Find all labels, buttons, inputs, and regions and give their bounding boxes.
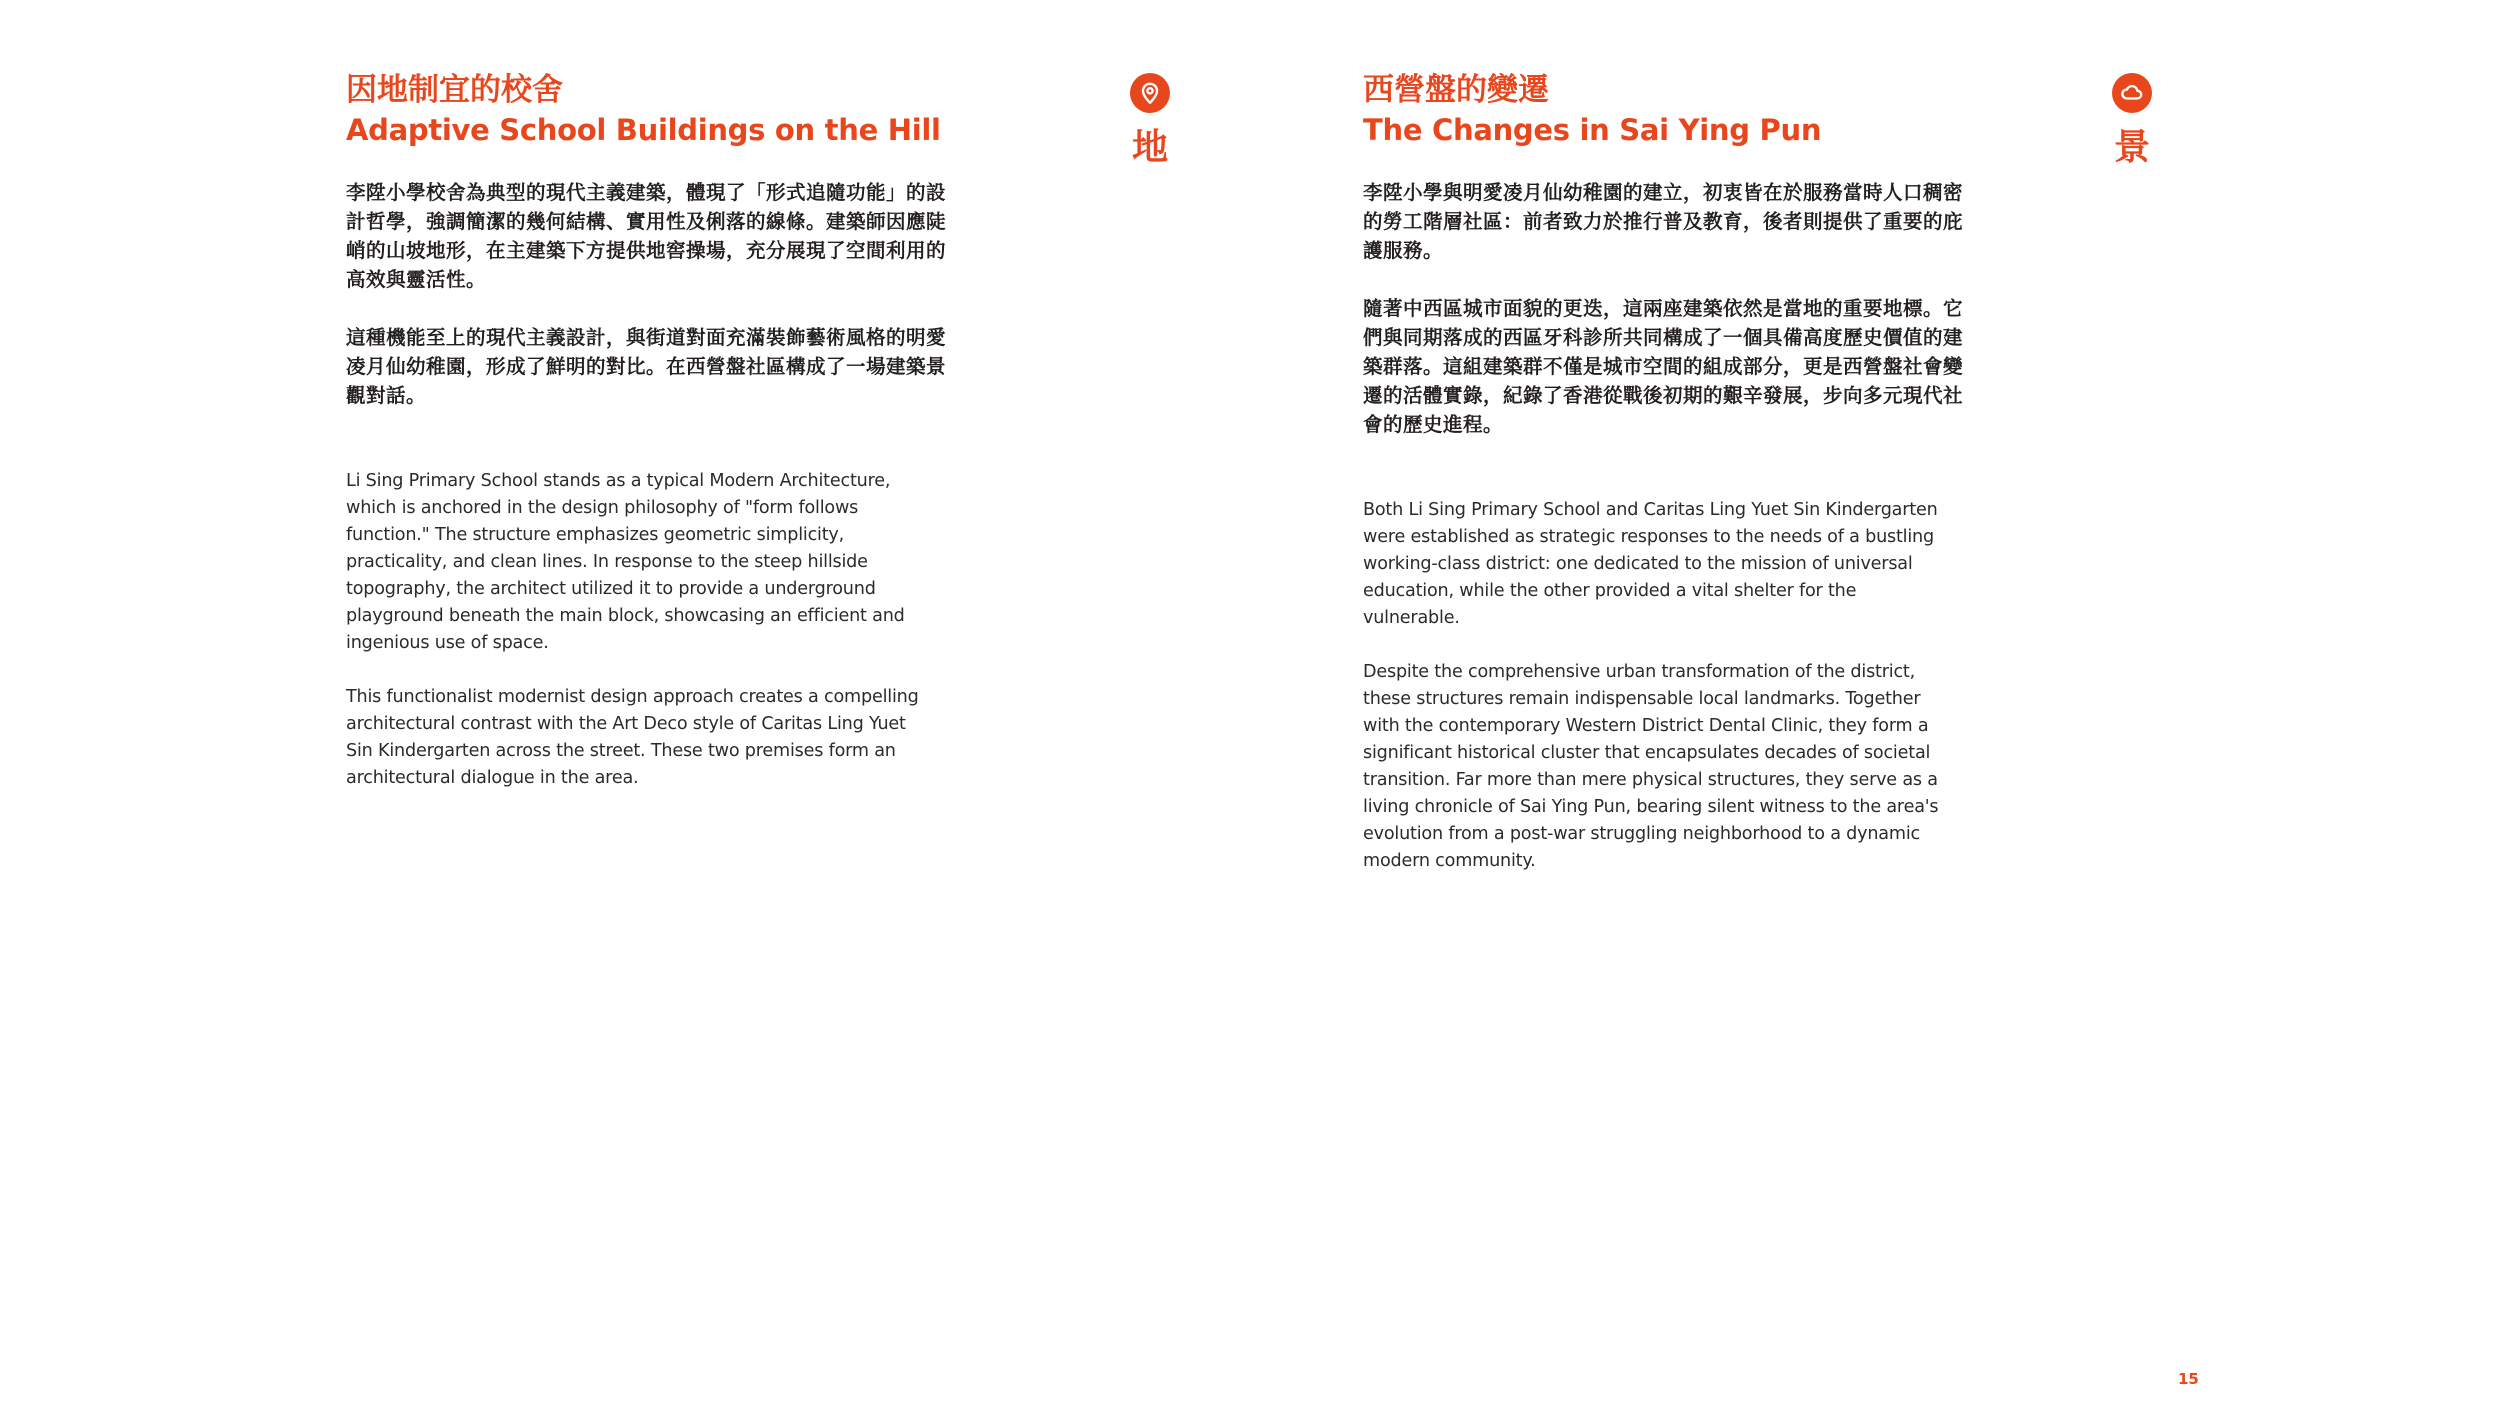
left-paragraph-en-1: Li Sing Primary School stands as a typical Modern Architecture, which is anchored in the design philosophy of "form follows function." The structure emphasizes geometric simplicity, practicality, and clean lines. In response to the steep hillside topography, the architect utilized it to provide a underground playground beneath the main block, showcasing an efficient and ingenious use of space.	[346, 471, 905, 653]
right-english-block	[1363, 497, 1963, 875]
right-title-zh: 西營盤的變遷	[1363, 72, 1549, 108]
left-paragraph-zh-1: 李陞小學校舍為典型的現代主義建築，體現了「形式追隨功能」的設計哲學，強調簡潔的幾何結構、實用性及俐落的線條。建築師因應陡峭的山坡地形，在主建築下方提供地窖操場，充分展現了空間利用的高效與靈活性。	[346, 181, 947, 291]
left-title-en: Adaptive School Buildings on the Hill	[346, 113, 941, 147]
right-paragraph-en-1: Both Li Sing Primary School and Caritas Ling Yuet Sin Kindergarten were established as strategic responses to the needs of a bustling working-class district: one dedicated to the mission of universal education, while the other provided a vital shelter for the vulnerable.	[1363, 500, 1938, 628]
left-paragraph-zh-2: 這種機能至上的現代主義設計，與街道對面充滿裝飾藝術風格的明愛凌月仙幼稚園，形成了鮮明的對比。在西營盤社區構成了一場建築景觀對話。	[346, 326, 947, 407]
right-title-en: The Changes in Sai Ying Pun	[1363, 113, 1822, 147]
right-paragraph-zh-2: 隨著中西區城市面貌的更迭，這兩座建築依然是當地的重要地標。它們與同期落成的西區牙科診所共同構成了一個具備高度歷史價值的建築群落。這組建築群不僅是城市空間的組成部分，更是西營盤社會變遷的活體實錄，紀錄了香港從戰後初期的艱辛發展，步向多元現代社會的歷史進程。	[1363, 297, 1964, 436]
right-paragraph-zh-1: 李陞小學與明愛凌月仙幼稚園的建立，初衷皆在於服務當時人口稠密的勞工階層社區：前者致力於推行普及教育，後者則提供了重要的庇護服務。	[1363, 181, 1964, 262]
cloud-icon	[2112, 73, 2152, 113]
left-paragraph-en-2: This functionalist modernist design approach creates a compelling architectural contrast with the Art Deco style of Caritas Ling Yuet Sin Kindergarten across the street. These two premises form an architectural dialogue in the area.	[346, 687, 919, 788]
left-side-character: 地	[1131, 127, 1168, 168]
left-title-zh: 因地制宜的校舍	[346, 72, 563, 108]
right-article	[1363, 70, 1963, 875]
page-number: 15	[2178, 1370, 2199, 1388]
location-pin-icon	[1130, 73, 1170, 113]
left-article	[346, 70, 946, 792]
right-side-character: 景	[2113, 127, 2150, 168]
right-paragraph-en-2: Despite the comprehensive urban transformation of the district, these structures remain indispensable local landmarks. Together with the contemporary Western District Dental Clinic, they form a significant historical cluster that encapsulates decades of societal transition. Far more than mere physical structures, they serve as a living chronicle of Sai Ying Pun, bearing silent witness to the area's evolution from a post-war struggling neighborhood to a dynamic modern community.	[1363, 662, 1939, 871]
left-english-block	[346, 468, 946, 792]
